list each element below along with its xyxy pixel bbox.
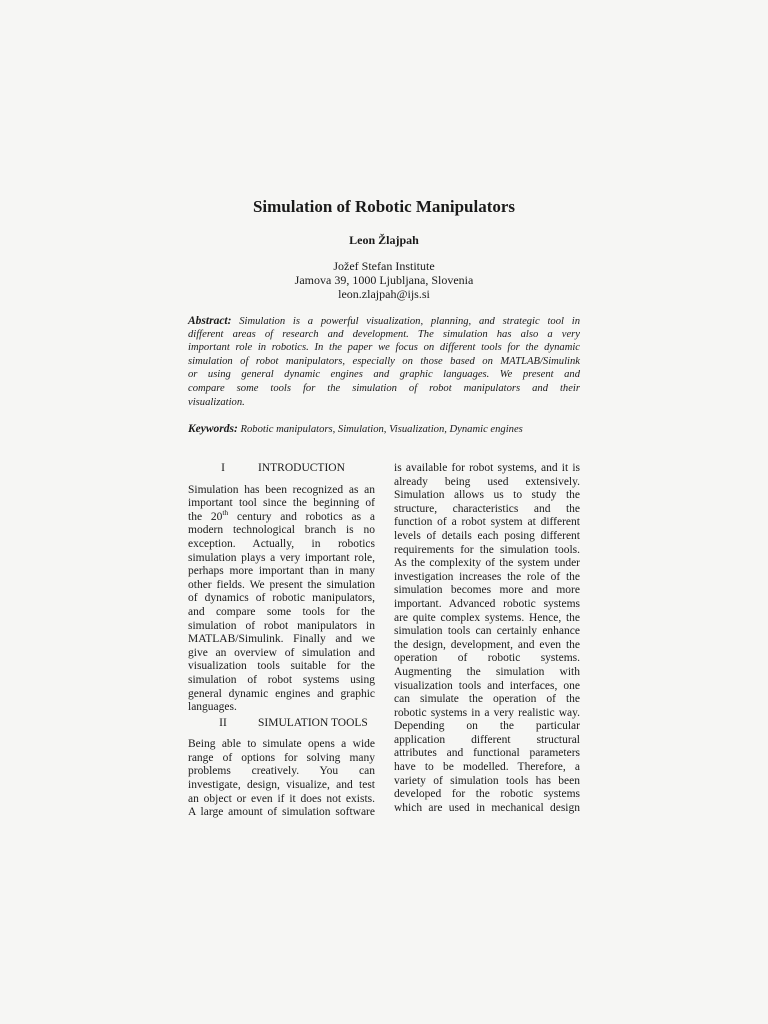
keywords-text: Robotic manipulators, Simulation, Visualization, Dynamic engines [240, 424, 523, 435]
abstract-label: Abstract: [188, 315, 232, 327]
ordinal-number: the 20 [188, 510, 223, 523]
body-line: the design, development, and even the [394, 638, 580, 651]
section-heading-introduction [188, 462, 375, 476]
body-line: visualization tools suitable for the [188, 660, 375, 673]
affiliation-email: leon.zlajpah@ijs.si [338, 287, 430, 301]
body-line: attributes and functional parameters [394, 747, 580, 760]
body-line: Augmenting the simulation with [394, 665, 580, 678]
body-line: important. Advanced robotic systems [394, 597, 580, 610]
body-line-with-superscript [188, 507, 375, 525]
body-line: investigation increases the role of the [394, 570, 580, 583]
body-line: can simulate the operation of the [394, 693, 580, 706]
body-line: and compare some tools for the [188, 605, 375, 618]
body-line: variety of simulation tools has been [394, 774, 580, 787]
abstract-line: Simulation is a powerful visualization, planning, and strategic tool in [239, 316, 580, 327]
section-title: INTRODUCTION [258, 462, 345, 474]
affiliation-block [0, 259, 768, 301]
abstract-line: simulation of robot manipulators, especially on those based on MATLAB/Simulink [188, 355, 580, 367]
body-line: are quite complex systems. Hence, the [394, 611, 580, 624]
body-line: simulation tools can certainly enhance [394, 625, 580, 638]
body-line-rest: century and robotics as a [236, 510, 375, 523]
body-line: of dynamics of robotic manipulators, [188, 592, 375, 605]
body-line: levels of details each posing different [394, 529, 580, 542]
body-line: As the complexity of the system under [394, 557, 580, 570]
body-line: requirements for the simulation tools. [394, 543, 580, 556]
body-line: simulation becomes more and more [394, 584, 580, 597]
body-line: perhaps more important than in many [188, 565, 375, 578]
keywords [188, 423, 588, 435]
body-line: problems creatively. You can [188, 765, 375, 778]
body-line: give an overview of simulation and [188, 646, 375, 659]
body-line: simulation of robot systems using [188, 673, 375, 686]
paper-title: Simulation of Robotic Manipulators [252, 197, 516, 216]
body-line: robotic systems in a very realistic way. [394, 706, 580, 719]
body-line: have to be modelled. Therefore, a [394, 761, 580, 774]
body-line: developed for the robotic systems [394, 788, 580, 801]
body-line: operation of robotic systems. [394, 652, 580, 665]
abstract-line: important role in robotics. In the paper we focus on different tools for the dynamic [188, 342, 580, 354]
body-line: is available for robot systems, and it is [394, 462, 580, 474]
body-line: investigate, design, visualize, and test [188, 779, 375, 792]
section-title: SIMULATION TOOLS [258, 716, 368, 729]
body-line: range of options for solving many [188, 751, 375, 764]
body-line: simulation plays a very important role, [188, 551, 375, 564]
abstract-line: different areas of research and development. The simulation has also a very [188, 328, 580, 340]
abstract [188, 314, 580, 409]
body-line: MATLAB/Simulink. Finally and we [188, 633, 375, 646]
body-line: Simulation has been recognized as an [188, 483, 375, 496]
body-line: Being able to simulate opens a wide [188, 738, 375, 751]
section-number: I [221, 462, 225, 474]
body-line: which are used in mechanical design [394, 801, 580, 814]
author-name: Leon Žlajpah [349, 233, 419, 247]
body-line: Depending on the particular [394, 720, 580, 733]
abstract-line: or using general dynamic engines and graphic languages. We present and [188, 369, 580, 381]
section-number: II [219, 716, 227, 729]
body-line: modern technological branch is no [188, 524, 375, 537]
body-line: other fields. We present the simulation [188, 578, 375, 591]
ordinal-superscript: th [222, 507, 229, 517]
body-line: structure, characteristics and the [394, 502, 580, 515]
affiliation-address: Jamova 39, 1000 Ljubljana, Slovenia [294, 273, 474, 287]
body-line: an object or even if it does not exists. [188, 792, 375, 805]
body-line: exception. Actually, in robotics [188, 537, 375, 550]
body-line: application different structural [394, 733, 580, 746]
body-line: general dynamic engines and graphic [188, 687, 375, 700]
body-line: already being used extensively. [394, 475, 580, 488]
body-line: languages. [188, 701, 237, 714]
affiliation-institute: Jožef Stefan Institute [333, 259, 435, 273]
body-line: important tool since the beginning of [188, 497, 375, 510]
abstract-line: visualization. [188, 396, 245, 408]
section-heading-simulation-tools [188, 717, 375, 731]
body-line: visualization tools and interfaces, one [394, 679, 580, 692]
body-line: simulation of robot manipulators in [188, 619, 375, 632]
body-line: Simulation allows us to study the [394, 489, 580, 502]
body-line: function of a robot system at different [394, 516, 580, 529]
right-column [394, 462, 580, 815]
body-line: A large amount of simulation software [188, 806, 375, 819]
abstract-line: compare some tools for the simulation of robot manipulators and their [188, 382, 580, 394]
left-column [188, 462, 375, 820]
keywords-label: Keywords: [188, 423, 238, 435]
